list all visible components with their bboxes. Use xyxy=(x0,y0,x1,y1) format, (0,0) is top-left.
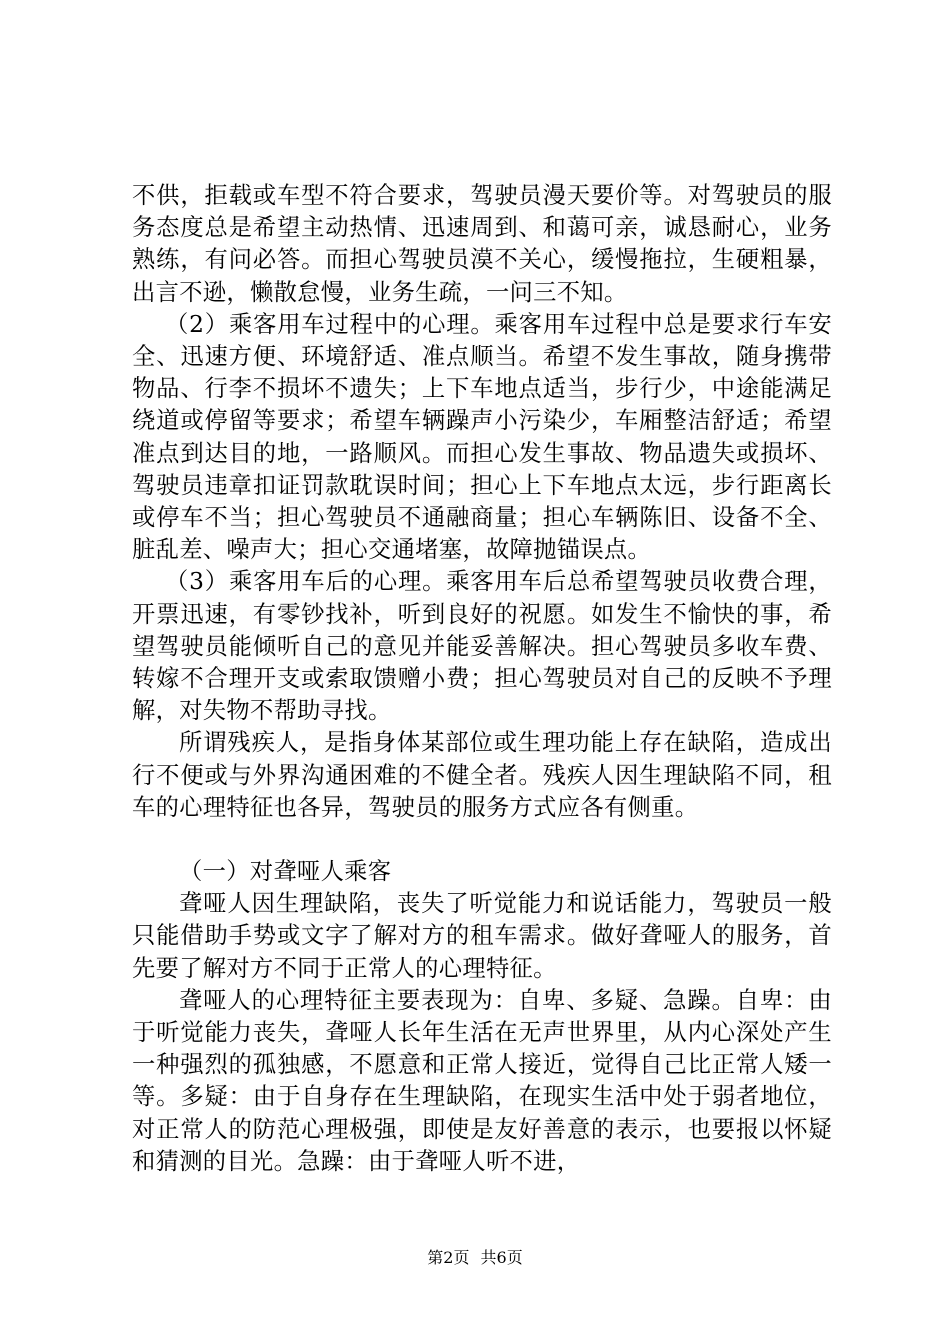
page-total: 共6页 xyxy=(480,1248,523,1267)
paragraph-continuation: 不供，拒载或车型不符合要求，驾驶员漫天要价等。对驾驶员的服务态度总是希望主动热情、迅速周到、和蔼可亲，诚恳耐心，业务熟练，有问必答。而担心驾驶员漠不关心，缓慢拖拉，生硬粗暴，出言不逊，懒散怠慢，业务生疏，一问三不知。 xyxy=(132,182,832,306)
page-footer xyxy=(0,1245,950,1268)
paragraph-during-ride: （2）乘客用车过程中的心理。乘客用车过程中总是要求行车安全、迅速方便、环境舒适、准点顺当。希望不发生事故，随身携带物品、行李不损坏不遗失；上下车地点适当，步行少，中途能满足绕道或停留等要求；希望车辆躁声小污染少，车厢整洁舒适；希望准点到达目的地，一路顺风。而担心发生事故、物品遗失或损坏、驾驶员违章扣证罚款耽误时间；担心上下车地点太远，步行距离长或停车不当；担心驾驶员不通融商量；担心车辆陈旧、设备不全、脏乱差、噪声大；担心交通堵塞，故障抛锚误点。 xyxy=(132,310,832,564)
section-heading: （一）对聋哑人乘客 xyxy=(179,858,392,886)
paragraph-deaf-traits: 聋哑人的心理特征主要表现为：自卑、多疑、急躁。自卑：由于听觉能力丧失，聋哑人长年生活在无声世界里，从内心深处产生一种强烈的孤独感，不愿意和正常人接近，觉得自己比正常人矮一等。多疑：由于自身存在生理缺陷，在现实生活中处于弱者地位，对正常人的防范心理极强，即使是友好善意的表示，也要报以怀疑和猜测的目光。急躁：由于聋哑人听不进， xyxy=(132,986,832,1175)
page-number: 第2页 xyxy=(427,1248,470,1267)
paragraph-disabled-definition: 所谓残疾人，是指身体某部位或生理功能上存在缺陷，造成出行不便或与外界沟通困难的不健全者。残疾人因生理缺陷不同，租车的心理特征也各异，驾驶员的服务方式应各有侧重。 xyxy=(132,729,832,821)
paragraph-deaf-intro: 聋哑人因生理缺陷，丧失了听觉能力和说话能力，驾驶员一般只能借助手势或文字了解对方的租车需求。做好聋哑人的服务，首先要了解对方不同于正常人的心理特征。 xyxy=(132,890,832,982)
document-body xyxy=(132,180,832,1178)
paragraph-after-ride: （3）乘客用车后的心理。乘客用车后总希望驾驶员收费合理，开票迅速，有零钞找补，听到良好的祝愿。如发生不愉快的事，希望驾驶员能倾听自己的意见并能妥善解决。担心驾驶员多收车费、转嫁不合理开支或索取馈赠小费；担心驾驶员对自己的反映不予理解，对失物不帮助寻找。 xyxy=(132,568,832,725)
